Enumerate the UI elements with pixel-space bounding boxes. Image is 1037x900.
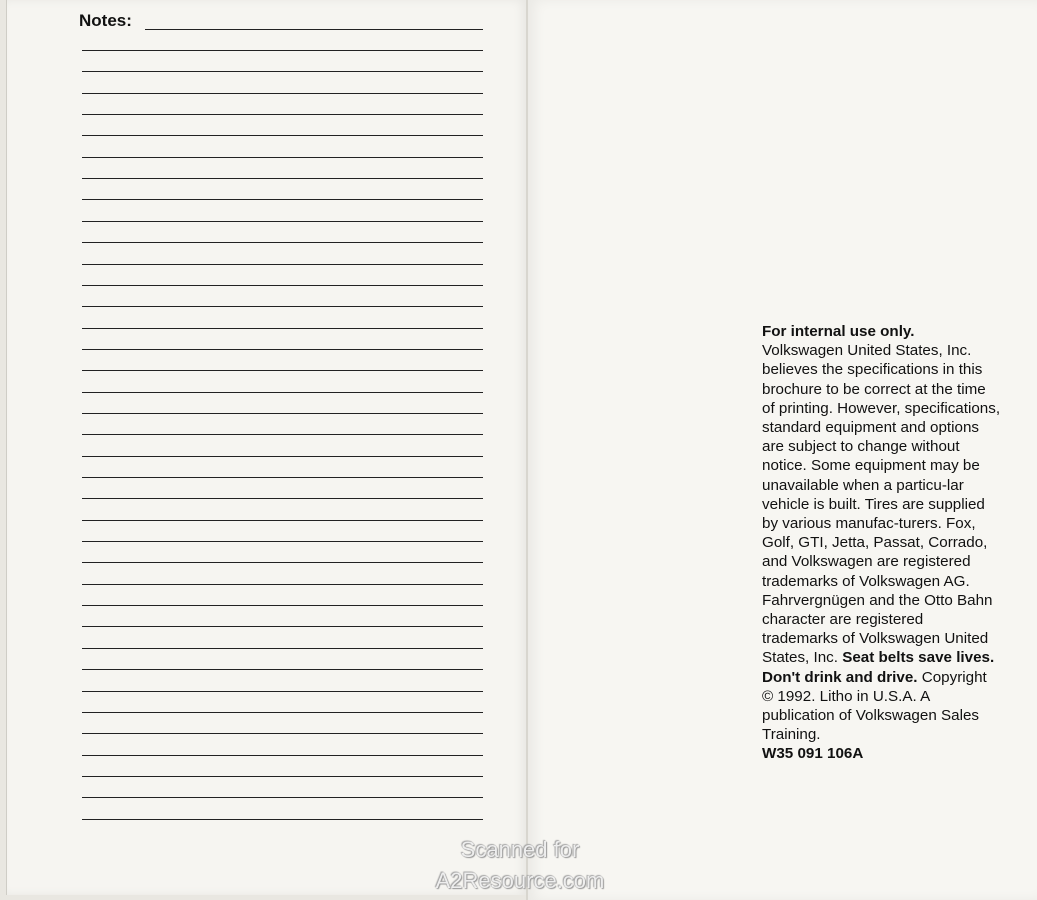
notes-label: Notes:	[79, 11, 132, 30]
notes-line	[82, 199, 483, 200]
notes-line	[82, 434, 483, 435]
copyright-text: Copyright © 1992. Litho in U.S.A. A publication of Volkswagen Sales Training.	[762, 668, 987, 744]
notes-line	[82, 541, 483, 542]
notes-line	[82, 114, 483, 115]
safety-message: Seat belts save lives. Don't drink and drive.	[762, 649, 995, 686]
notes-line	[145, 29, 483, 30]
notes-line	[82, 626, 483, 627]
notes-line	[82, 477, 483, 478]
notes-line	[82, 605, 483, 606]
notes-line	[82, 584, 483, 585]
disclaimer-text	[762, 322, 1002, 764]
notes-line	[82, 498, 483, 499]
disclaimer-heading: For internal use only.	[762, 323, 915, 340]
notes-line	[82, 328, 483, 329]
notes-line	[82, 755, 483, 756]
notes-line	[82, 456, 483, 457]
left-page	[6, 0, 528, 895]
notes-line	[82, 733, 483, 734]
scan-watermark	[400, 834, 640, 896]
notes-line	[82, 221, 483, 222]
part-number: W35 091 106A	[762, 745, 864, 763]
notes-line	[82, 306, 483, 307]
notes-line	[82, 413, 483, 414]
notes-line	[82, 135, 483, 136]
notes-line	[82, 712, 483, 713]
notes-line	[82, 669, 483, 670]
notes-line	[82, 71, 483, 72]
notes-line	[82, 178, 483, 179]
notes-line	[82, 93, 483, 94]
notes-line	[82, 157, 483, 158]
notes-line	[82, 776, 483, 777]
notes-line	[82, 392, 483, 393]
watermark-line-2: A2Resource.com	[435, 868, 605, 893]
watermark-line-1: Scanned for	[460, 837, 580, 862]
notes-line	[82, 264, 483, 265]
notes-line	[82, 370, 483, 371]
disclaimer-body: Volkswagen United States, Inc. believes the specifications in this brochure to be correct at the time of printing. However, specifications, standard equipment and options are subject to change without notice. Some equipment may be unavailable when a particu-lar vehicle is built. Tires are supplied by various manufac-turers. Fox, Golf, GTI, Jetta, Passat, Corrado, and Volkswagen are registered trademarks of Volkswagen AG. Fahrvergnügen and the Otto Bahn character are registered trademarks of Volkswagen United States, Inc.	[762, 342, 1001, 667]
notes-line	[82, 285, 483, 286]
notes-line	[82, 819, 483, 820]
book-spine	[526, 0, 528, 900]
notes-line	[82, 50, 483, 51]
notes-line	[82, 797, 483, 798]
notes-line	[82, 648, 483, 649]
notes-line	[82, 242, 483, 243]
notes-line	[82, 691, 483, 692]
notes-line	[82, 520, 483, 521]
notes-line	[82, 349, 483, 350]
notes-line	[82, 562, 483, 563]
